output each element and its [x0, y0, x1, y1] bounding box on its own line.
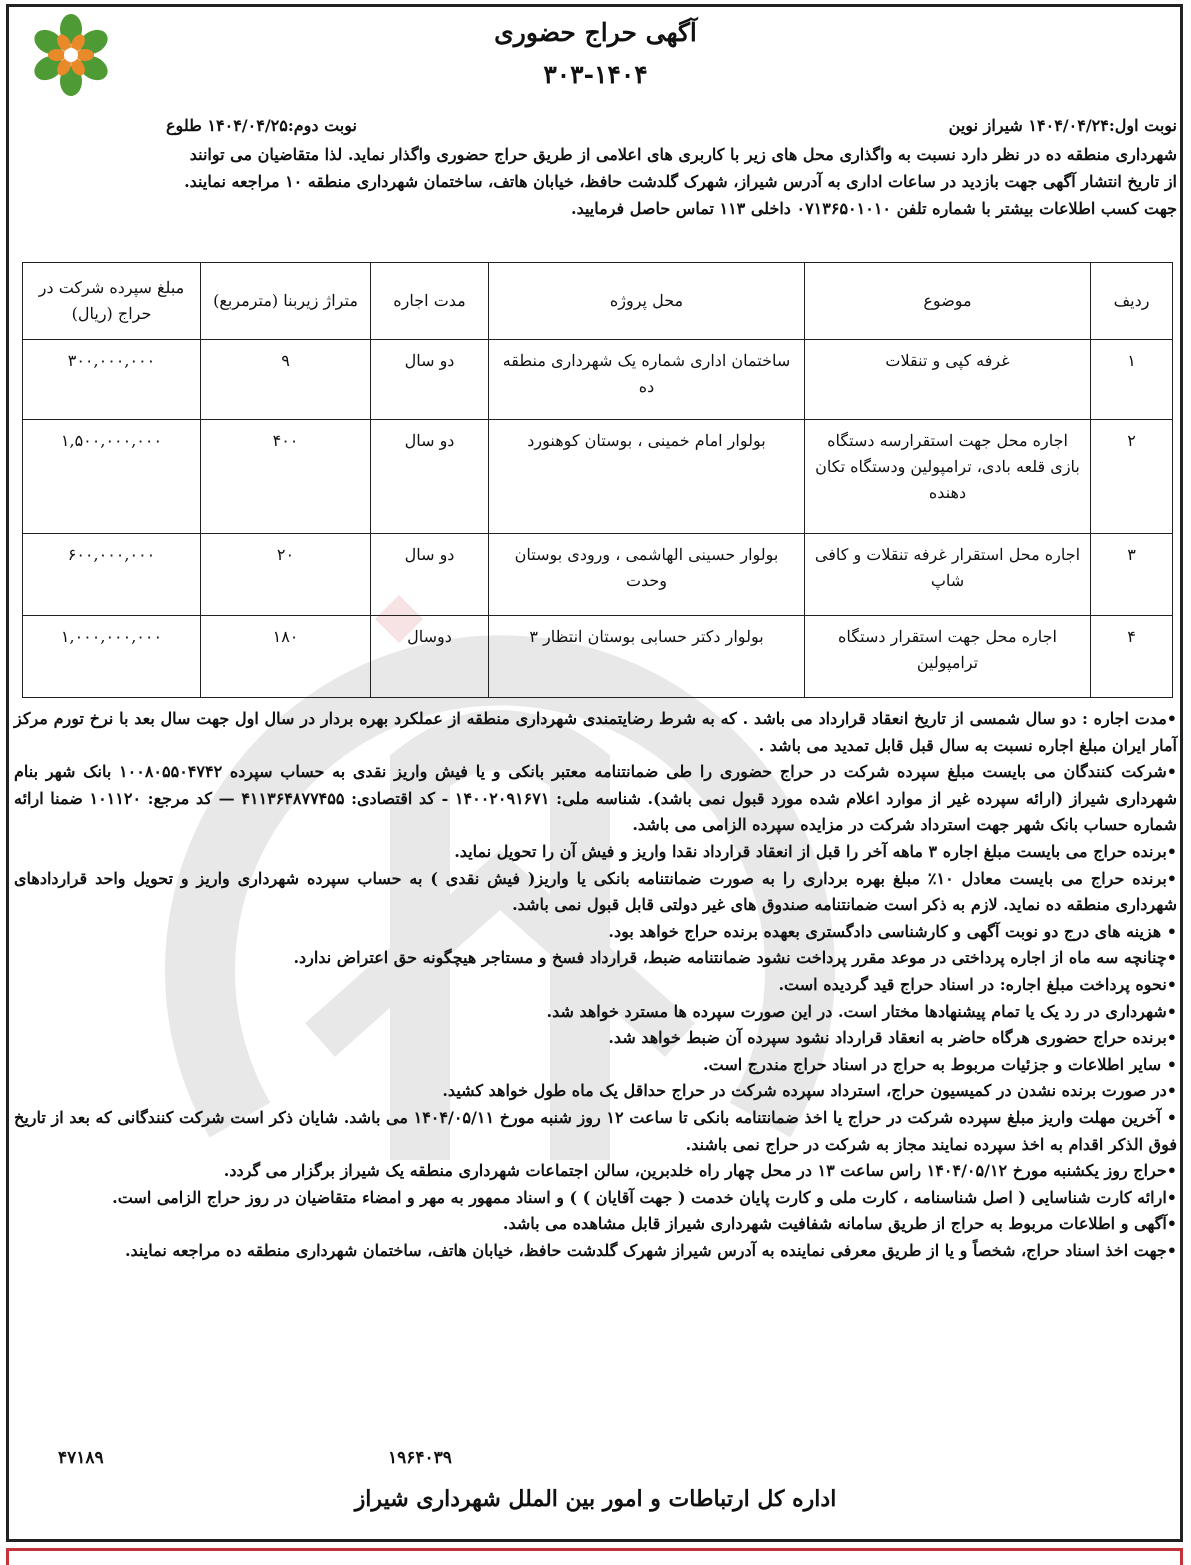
cell-deposit: ۶۰۰,۰۰۰,۰۰۰ [23, 534, 201, 616]
intro-line: شهرداری منطقه ده در نظر دارد نسبت به واگذاری محل های زیر با کاربری های اعلامی از طریق حراج حضوری واگذار نماید. لذا متقاضیان می توانند [189, 145, 1177, 164]
cell-duration: دو سال [371, 420, 489, 534]
cell-subject: اجاره محل استقرار غرفه تنقلات و کافی شاپ [805, 534, 1091, 616]
cell-location: بولوار دکتر حسابی بوستان انتظار ۳ [489, 616, 805, 698]
cell-row-number: ۲ [1091, 420, 1173, 534]
ad-title: آگهی حراج حضوری [494, 18, 697, 47]
cell-area: ۴۰۰ [201, 420, 371, 534]
term-item: •ارائه کارت شناسایی ( اصل شناسنامه ، کارت ملی و کارت پایان خدمت ( جهت آقایان ) ) و اسناد ممهور به مهر و امضاء متقاضیان در روز حراج الزامی است. [112, 1187, 1177, 1207]
term-item: •برنده حراج حضوری هرگاه حاضر به انعقاد قرارداد نشود سپرده آن ضبط خواهد شد. [608, 1028, 1177, 1048]
cell-area: ۹ [201, 340, 371, 420]
cell-deposit: ۳۰۰,۰۰۰,۰۰۰ [23, 340, 201, 420]
cell-area: ۱۸۰ [201, 616, 371, 698]
ad-code-left: ۴۷۱۸۹ [58, 1448, 104, 1468]
term-item: •برنده حراج می بایست معادل ۱۰٪ مبلغ بهره برداری را به صورت ضمانتنامه بانکی یا واریز( فیش نقدی ) به حساب سپرده شهرداری واریز و تحویل واحد قراردادهای شهرداری منطقه ده نماید. لازم به ذکر است ضمانتنامه صندوق های غیر دولتی قابل قبول نمی باشد. [14, 868, 1178, 915]
term-item: •آگهی و اطلاعات مربوط به حراج از طریق سامانه شفافیت شهرداری شیراز قابل مشاهده می باشد. [502, 1214, 1177, 1234]
cell-duration: دو سال [371, 340, 489, 420]
cell-area: ۲۰ [201, 534, 371, 616]
ad-number: ۳۰۳-۱۴۰۴ [543, 60, 648, 89]
term-item: • هزینه های درج دو نوبت آگهی و کارشناسی دادگستری بعهده برنده حراج خواهد بود. [608, 921, 1177, 941]
cell-deposit: ۱,۰۰۰,۰۰۰,۰۰۰ [23, 616, 201, 698]
term-item: •حراج روز یکشنبه مورخ ۱۴۰۴/۰۵/۱۲ راس ساعت ۱۳ در محل چهار راه خلدبرین، سالن اجتماعات شهرداری منطقه یک شیراز برگزار می گردد. [223, 1161, 1177, 1181]
term-item: •جهت اخذ اسناد حراج، شخصاً و یا از طریق معرفی نماینده به آدرس شیراز شهرک گلدشت حافظ، خیابان هاتف، ساختمان شهرداری منطقه ده مراجعه نمایند. [124, 1240, 1177, 1260]
term-item: • آخرین مهلت واریز مبلغ سپرده شرکت در حراج یا اخذ ضمانتنامه بانکی تا ساعت ۱۲ روز شنبه مورخ ۱۴۰۴/۰۵/۱۱ می باشد. شایان ذکر است شرکت کنندگانی که بعد از تاریخ فوق الذکر اقدام به اخذ سپرده نمایند مجاز به شرکت در حراج نمی باشند. [14, 1107, 1177, 1154]
cell-row-number: ۴ [1091, 616, 1173, 698]
cell-duration: دوسال [371, 616, 489, 698]
table-row [23, 534, 1173, 616]
col-header-deposit: مبلغ سپرده شرکت در حراج (ریال) [23, 263, 201, 340]
first-publication: نوبت اول:۱۴۰۴/۰۴/۲۴ شیراز نوین [948, 116, 1177, 135]
cell-subject: غرفه کپی و تنقلات [805, 340, 1091, 420]
table-row [23, 420, 1173, 534]
intro-line: از تاریخ انتشار آگهی جهت بازدید در ساعات اداری به آدرس شیراز، شهرک گلدشت حافظ، خیابان هاتف، ساختمان شهرداری منطقه ۱۰ مراجعه نمایند. [184, 172, 1177, 191]
col-header-duration: مدت اجاره [371, 263, 489, 340]
term-item: •نحوه پرداخت مبلغ اجاره: در اسناد حراج قید گردیده است. [778, 974, 1177, 994]
intro-paragraph [14, 141, 1177, 222]
cell-deposit: ۱,۵۰۰,۰۰۰,۰۰۰ [23, 420, 201, 534]
term-item: •برنده حراج می بایست مبلغ اجاره ۳ ماهه آخر را قبل از انعقاد قرارداد نقدا واریز و فیش آن را تحویل نماید. [454, 841, 1177, 861]
intro-line: جهت کسب اطلاعات بیشتر با شماره تلفن ۰۷۱۳۶۵۰۱۰۱۰ داخلی ۱۱۳ تماس حاصل فرمایید. [571, 199, 1177, 218]
term-item: •شهرداری در رد یک یا تمام پیشنهادها مختار است. در این صورت سپرده ها مسترد خواهد شد. [546, 1001, 1177, 1021]
next-ad-border [6, 1548, 1183, 1565]
table-row [23, 616, 1173, 698]
col-header-row-number: ردیف [1091, 263, 1173, 340]
term-item: •شرکت کنندگان می بایست مبلغ سپرده شرکت در حراج حضوری را طی ضمانتنامه معتبر بانکی و یا فیش واریز نقدی به حساب سپرده ۱۰۰۸۰۵۵۰۴۷۴۲ بانک شهر بنام شهرداری شیراز (ارائه سپرده غیر از موارد اعلام شده مورد قبول نمی باشد). شناسه ملی: ۱۴۰۰۲۰۹۱۶۷۱ - کد اقتصادی: ۴۱۱۳۶۴۸۷۷۴۵۵ — کد مرجع: ۱۰۱۱۲۰ ضمنا ارائه شماره حساب بانک شهر جهت استرداد شرکت در مزایده سپرده الزامی می باشد. [14, 762, 1178, 835]
terms-list [14, 706, 1177, 1264]
term-item: •در صورت برنده نشدن در کمیسیون حراج، استرداد سپرده شرکت در حراج حداقل یک ماه طول خواهد کشید. [442, 1081, 1177, 1101]
term-item: • سایر اطلاعات و جزئیات مربوط به حراج در اسناد حراج مندرج است. [703, 1054, 1177, 1074]
col-header-area: متراژ زیربنا (مترمربع) [201, 263, 371, 340]
cell-subject: اجاره محل جهت استقرارسه دستگاه بازی قلعه بادی، ترامپولین ودستگاه تکان دهنده [805, 420, 1091, 534]
issuer-footer: اداره کل ارتباطات و امور بین الملل شهرداری شیراز [354, 1486, 837, 1512]
cell-location: بولوار حسینی الهاشمی ، ورودی بوستان وحدت [489, 534, 805, 616]
cell-location: ساختمان اداری شماره یک شهرداری منطقه ده [489, 340, 805, 420]
col-header-location: محل پروژه [489, 263, 805, 340]
cell-row-number: ۱ [1091, 340, 1173, 420]
auction-items-table [22, 262, 1173, 698]
term-item: •مدت اجاره : دو سال شمسی از تاریخ انعقاد قرارداد می باشد . که به شرط رضایتمندی شهرداری منطقه از عملکرد بهره بردار در سال اول جهت سال بعد با نرخ تورم مرکز آمار ایران مبلغ اجاره نسبت به سال قبل قابل تمدید می باشد . [14, 709, 1177, 755]
cell-subject: اجاره محل جهت استقرار دستگاه ترامپولین [805, 616, 1091, 698]
term-item: •چنانچه سه ماه از اجاره پرداختی در موعد مقرر پرداخت نشود ضمانتنامه ضبط، قرارداد فسخ و مستاجر هیچگونه حق اعتراض ندارد. [293, 948, 1177, 968]
table-row [23, 340, 1173, 420]
table-header-row [23, 263, 1173, 340]
col-header-subject: موضوع [805, 263, 1091, 340]
cell-row-number: ۳ [1091, 534, 1173, 616]
ad-code-middle: ۱۹۶۴۰۳۹ [388, 1448, 452, 1468]
second-publication: نوبت دوم:۱۴۰۴/۰۴/۲۵ طلوع [166, 116, 357, 135]
cell-duration: دو سال [371, 534, 489, 616]
cell-location: بولوار امام خمینی ، بوستان کوهنورد [489, 420, 805, 534]
